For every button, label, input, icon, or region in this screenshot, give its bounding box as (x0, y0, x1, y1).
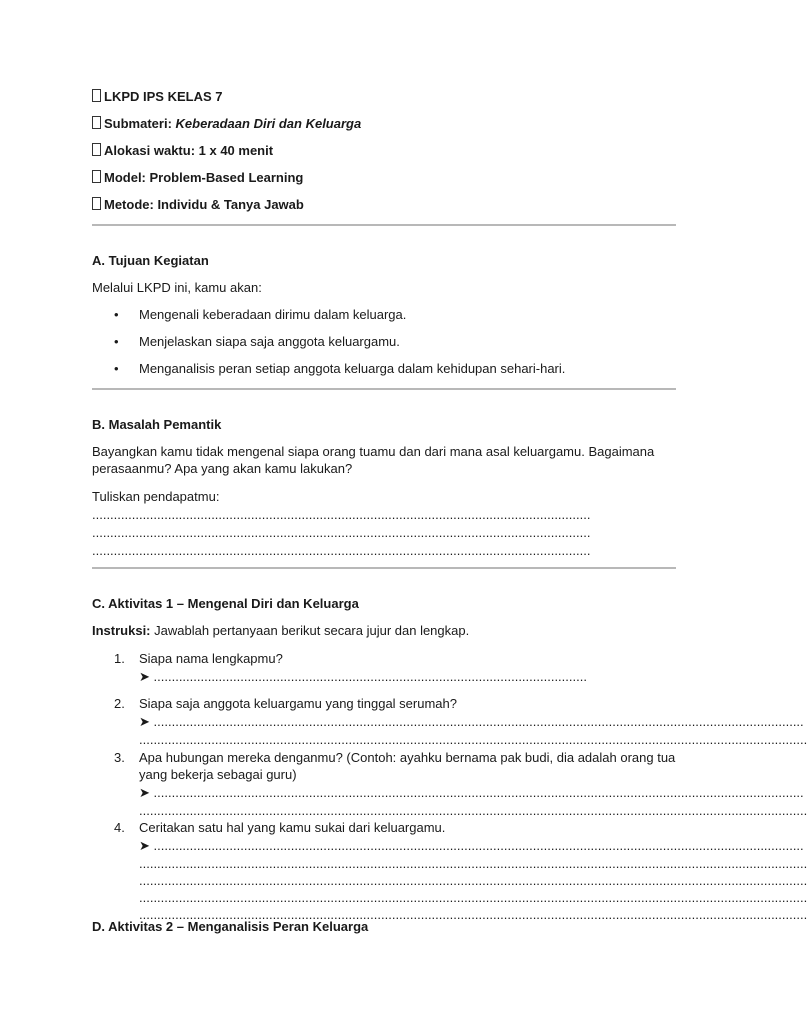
answer-line[interactable]: .......................................................................................................................................... (92, 507, 591, 522)
list-item: Mengenali keberadaan dirimu dalam keluarga. (139, 307, 407, 322)
section-b-title: B. Masalah Pemantik (92, 417, 222, 432)
answer-row[interactable] (139, 668, 587, 685)
section-c-title: C. Aktivitas 1 – Mengenal Diri dan Keluarga (92, 596, 359, 611)
alokasi-line: Alokasi waktu: 1 x 40 menit (92, 142, 273, 159)
checkbox-glyph-icon (92, 116, 101, 129)
answer-line[interactable]: ......................................................................................................................................................................................... (139, 732, 807, 747)
question-text: Ceritakan satu hal yang kamu sukai dari keluargamu. (139, 820, 446, 835)
section-b-prompt: Tuliskan pendapatmu: (92, 489, 220, 504)
answer-line[interactable]: ........................................................................................................................ (153, 669, 587, 684)
arrow-icon: ➤ (139, 714, 150, 729)
doc-title: LKPD IPS KELAS 7 (92, 88, 222, 105)
answer-line[interactable]: .................................................................................................................................................................................... (153, 714, 804, 729)
metode-line: Metode: Individu & Tanya Jawab (92, 196, 304, 213)
answer-line[interactable]: ......................................................................................................................................................................................... (139, 803, 807, 818)
divider (92, 224, 676, 226)
answer-line[interactable]: ......................................................................................................................................................................................... (139, 873, 807, 888)
question-number: 3. (114, 750, 125, 765)
checkbox-glyph-icon (92, 89, 101, 102)
question-number: 1. (114, 651, 125, 666)
answer-line[interactable]: .................................................................................................................................................................................... (153, 838, 804, 853)
checkbox-glyph-icon (92, 143, 101, 156)
divider (92, 567, 676, 569)
answer-line[interactable]: .......................................................................................................................................... (92, 543, 591, 558)
arrow-icon: ➤ (139, 785, 150, 800)
section-a-title: A. Tujuan Kegiatan (92, 253, 209, 268)
answer-row[interactable] (139, 713, 804, 730)
divider (92, 388, 676, 390)
bullet-icon: • (114, 307, 119, 322)
answer-row[interactable] (139, 784, 804, 801)
checkbox-glyph-icon (92, 197, 101, 210)
question-number: 2. (114, 696, 125, 711)
arrow-icon: ➤ (139, 838, 150, 853)
question-text-cont: yang bekerja sebagai guru) (139, 767, 297, 782)
answer-row[interactable] (139, 837, 804, 854)
bullet-icon: • (114, 334, 119, 349)
section-a-intro: Melalui LKPD ini, kamu akan: (92, 280, 262, 295)
instruksi-line: Instruksi: Jawablah pertanyaan berikut secara jujur dan lengkap. (92, 623, 470, 638)
arrow-icon: ➤ (139, 669, 150, 684)
section-b-text-1: Bayangkan kamu tidak mengenal siapa orang tuamu dan dari mana asal keluargamu. Bagaimana (92, 444, 655, 459)
model-line: Model: Problem-Based Learning (92, 169, 303, 186)
bullet-icon: • (114, 361, 119, 376)
list-item: Menganalisis peran setiap anggota keluarga dalam kehidupan sehari-hari. (139, 361, 566, 376)
question-text: Siapa saja anggota keluargamu yang tinggal serumah? (139, 696, 457, 711)
answer-line[interactable]: ......................................................................................................................................................................................... (139, 890, 807, 905)
question-number: 4. (114, 820, 125, 835)
answer-line[interactable]: .......................................................................................................................................... (92, 525, 591, 540)
answer-line[interactable]: ......................................................................................................................................................................................... (139, 907, 807, 922)
question-text: Apa hubungan mereka denganmu? (Contoh: ayahku bernama pak budi, dia adalah orang tua (139, 750, 676, 765)
question-text: Siapa nama lengkapmu? (139, 651, 283, 666)
checkbox-glyph-icon (92, 170, 101, 183)
section-d-title: D. Aktivitas 2 – Menganalisis Peran Keluarga (92, 919, 369, 934)
submateri-line: Submateri: Keberadaan Diri dan Keluarga (92, 115, 361, 132)
section-b-text-2: perasaanmu? Apa yang akan kamu lakukan? (92, 461, 353, 476)
answer-line[interactable]: ......................................................................................................................................................................................... (139, 856, 807, 871)
answer-line[interactable]: .................................................................................................................................................................................... (153, 785, 804, 800)
list-item: Menjelaskan siapa saja anggota keluargamu. (139, 334, 400, 349)
